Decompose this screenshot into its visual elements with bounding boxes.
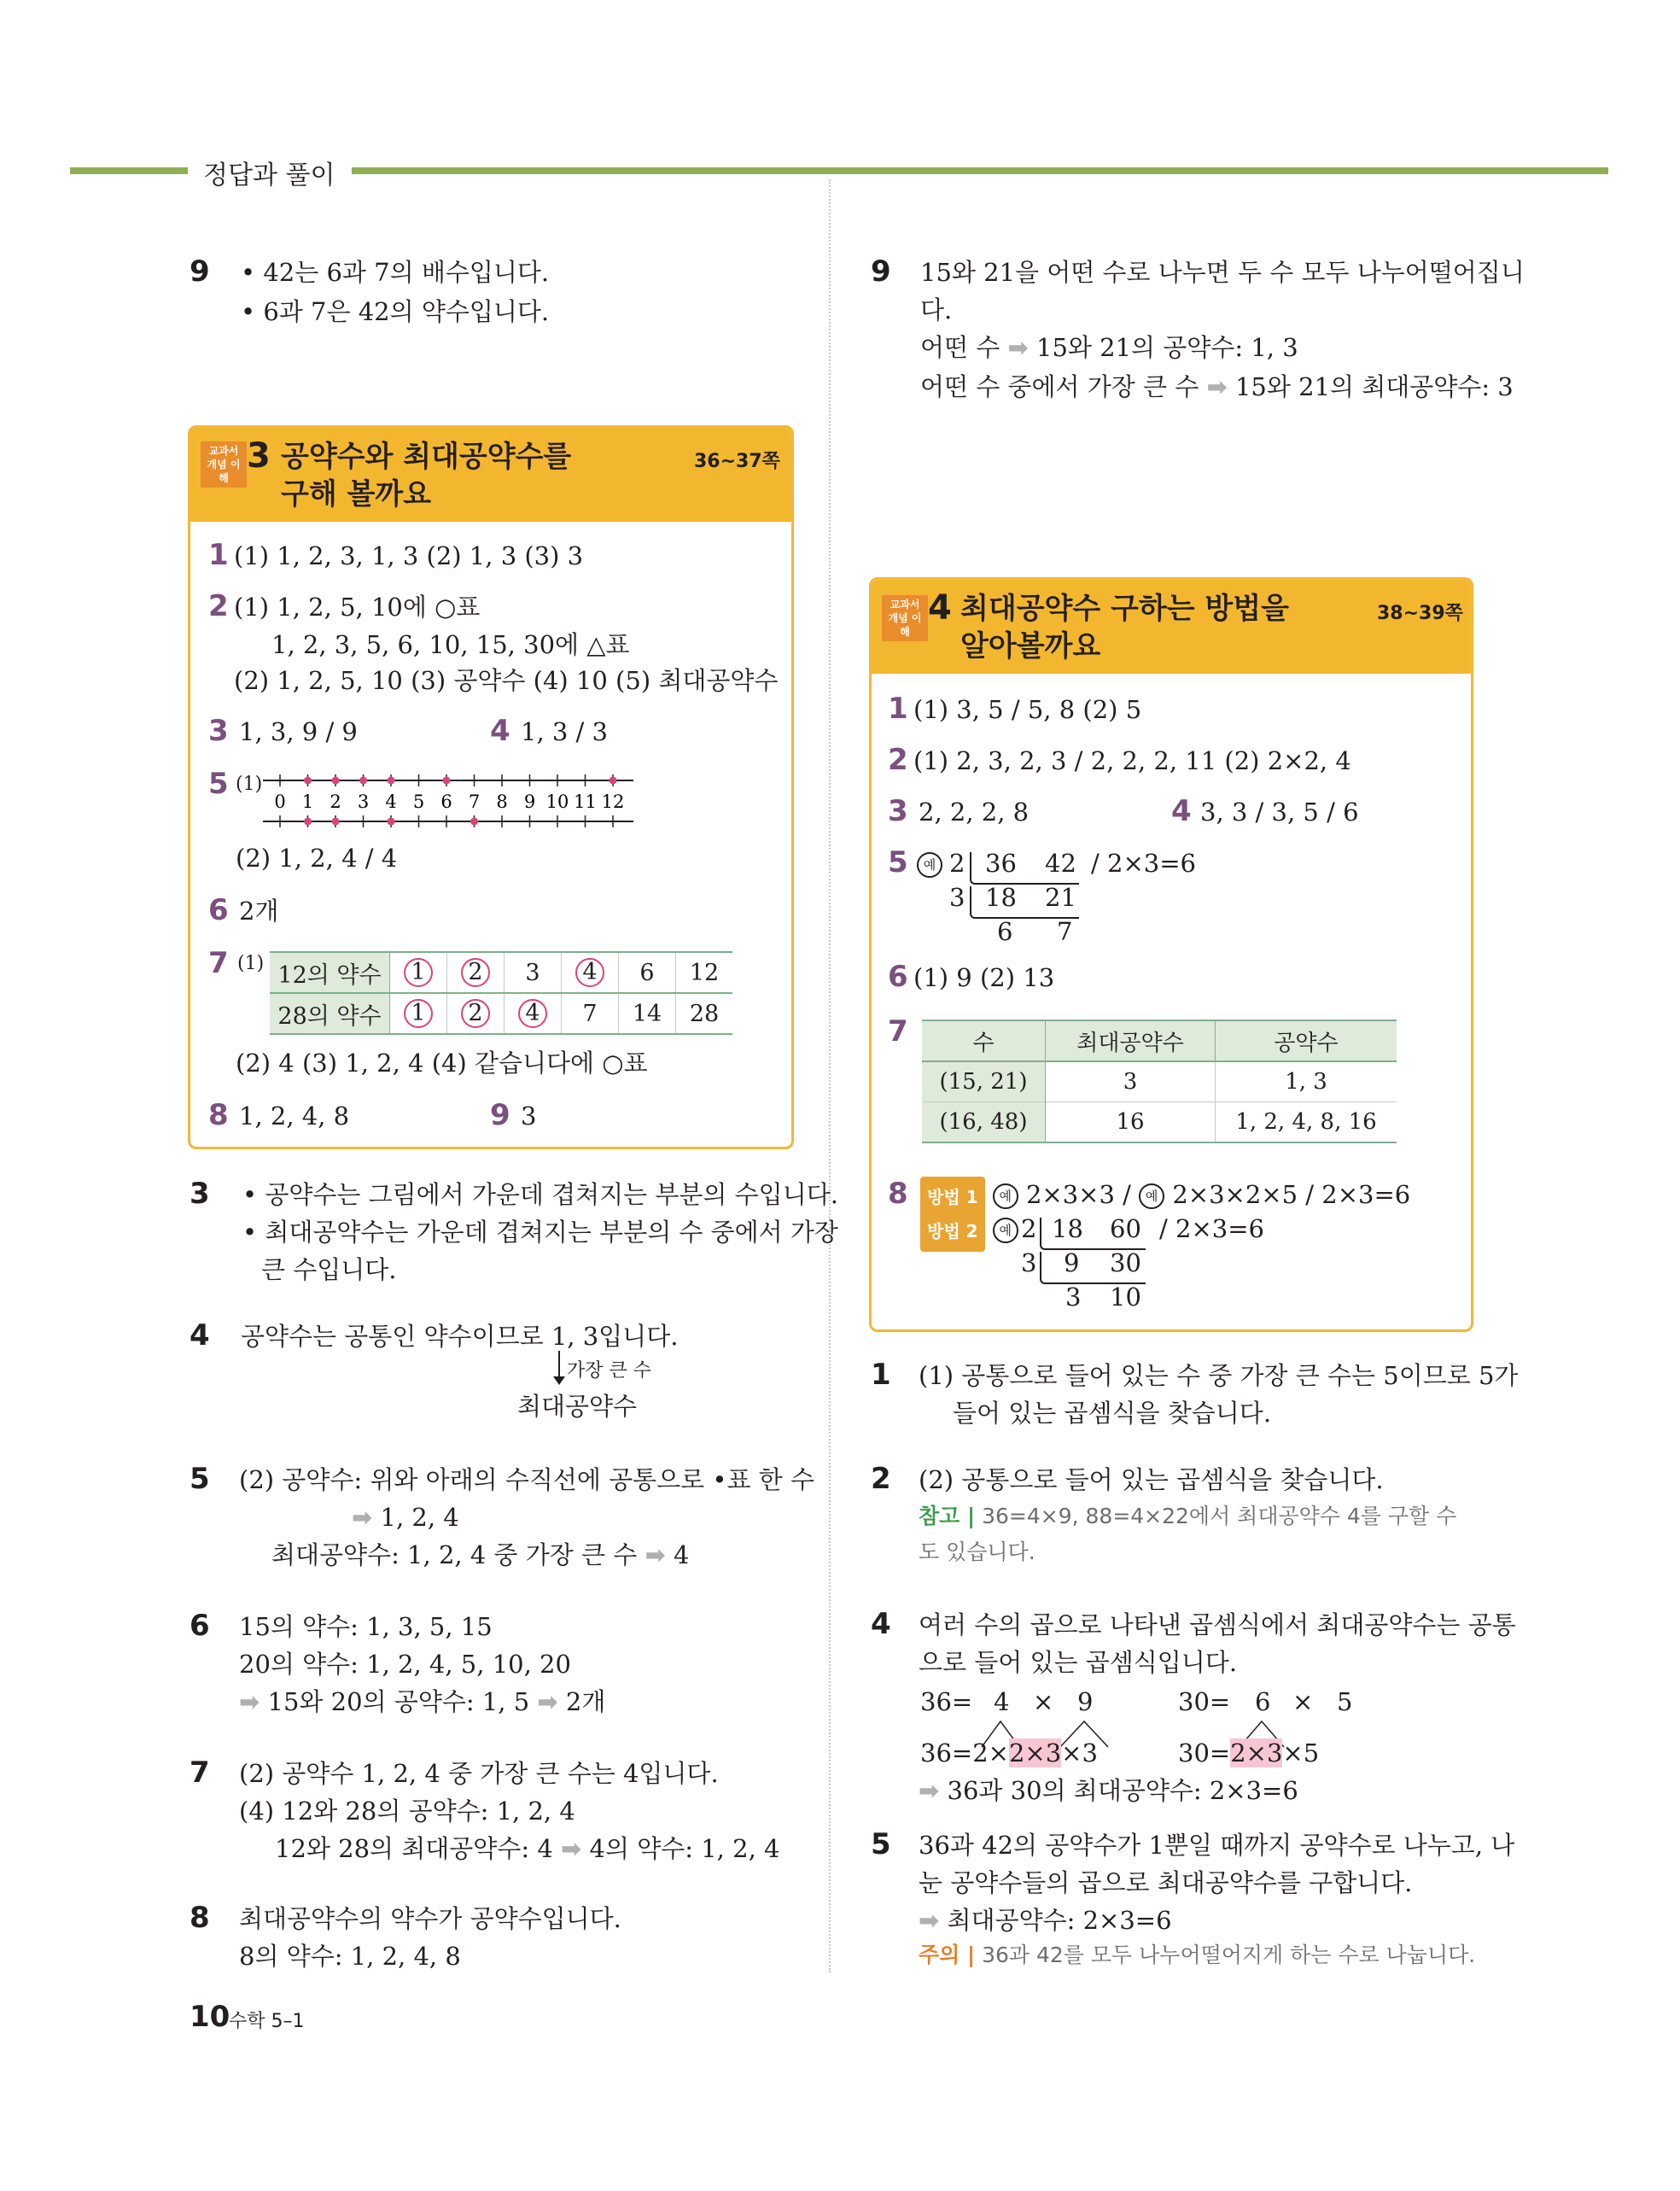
table-row [270,952,732,993]
divisor-dot [304,818,312,826]
divisor-dot [332,777,340,785]
right-e2-note-line2: 도 있습니다. [919,1540,1035,1564]
left-e3-number: 3 [190,1177,210,1211]
left-e6-line3a: 15와 20의 공약수: 1, 5 [267,1687,530,1716]
textbook-tag: 교과서 개념 이해 [882,595,928,641]
b4-a5-divisor1: 2 [949,849,965,878]
b4-a5-n4: 21 [1045,883,1076,912]
right-e5-line2: 눈 공약수들의 곱으로 최대공약수를 구합니다. [919,1868,1413,1897]
table-cell [447,952,505,993]
factor-30-a: 30= [1178,1687,1231,1716]
b4-a8-n6: 10 [1110,1282,1141,1312]
right-e4-line1: 여러 수의 곱으로 나타낸 곱셈식에서 최대공약수는 공통 [919,1610,1516,1639]
tick-label: 6 [440,792,452,812]
b3-a6-number: 6 [208,893,229,927]
box-4-pages: 38~39쪽 [1377,603,1463,624]
tick-label: 0 [274,792,286,812]
b3-a3: 1, 3, 9 / 9 [239,717,358,746]
table-cell: 12의 약수 [270,952,390,993]
left-q9-line1: • 42는 6과 7의 배수입니다. [241,258,550,287]
left-e6-line1: 15의 약수: 1, 3, 5, 15 [239,1612,493,1641]
factor-line-30-a: 30= [1178,1738,1231,1767]
b3-a8-number: 8 [208,1098,229,1132]
b3-a2-line1: (1) 1, 2, 5, 10에 ○표 [234,593,481,622]
b3-a7-rest: (2) 4 (3) 1, 2, 4 (4) 같습니다에 ○표 [236,1049,648,1078]
b3-a5-label: (1) [236,774,263,795]
table-cell: 7 [562,993,619,1034]
tick-label: 8 [496,792,508,812]
left-e7-line3 [275,1829,779,1868]
b3-a5-part2: (2) 1, 2, 4 / 4 [236,844,398,873]
left-e4-note: 가장 큰 수 [567,1360,651,1382]
right-q9-line1: 15와 21을 어떤 수로 나누면 두 수 모두 나누어떨어집니 [920,258,1525,287]
column-divider [829,179,831,1972]
right-q9-line4a: 어떤 수 중에서 가장 큰 수 [920,372,1199,401]
left-e3-line3: 큰 수입니다. [261,1255,397,1284]
left-e5-line2: 1, 2, 4 [380,1503,459,1532]
right-arrow-icon: ➡ [561,1834,582,1863]
footer-subject: 수학 5–1 [229,2011,305,2032]
divisor-dot [304,777,312,785]
right-arrow-icon: ➡ [537,1687,558,1716]
right-e4-number: 4 [871,1607,891,1641]
factor-line-30-c: ×5 [1282,1738,1320,1767]
b4-a2: (1) 2, 3, 2, 3 / 2, 2, 2, 11 (2) 2×2, 4 [913,746,1351,775]
b4-a6: (1) 9 (2) 13 [913,963,1055,992]
divisor-dot [470,818,478,826]
factor-30-b: 6 [1255,1687,1271,1716]
b3-a6: 2개 [239,897,279,926]
tick-label: 5 [412,792,425,812]
left-e6-line3b: 2개 [565,1687,606,1716]
b4-a5-n5: 6 [997,917,1013,946]
example-mark: 예 [993,1218,1018,1243]
table-cell: 14 [619,993,676,1034]
circled-value: 4 [575,958,604,987]
box-4-title-line1: 최대공약수 구하는 방법을 [960,592,1289,626]
right-e4-line2: 으로 들어 있는 곱셈식입니다. [919,1648,1238,1677]
right-q9-line3b: 15와 21의 공약수: 1, 3 [1036,333,1298,362]
b4-a5-n6: 7 [1057,917,1073,946]
b3-a7-label: (1) [237,953,265,974]
b4-a8-divisor2: 3 [1021,1248,1037,1277]
left-q9-line2: • 6과 7은 42의 약수입니다. [241,297,550,326]
method-2-badge: 방법 2 [920,1211,985,1252]
b3-a3-number: 3 [208,714,229,748]
left-e6-line3 [239,1682,605,1721]
table-cell: 6 [619,952,676,993]
right-q9-line3a: 어떤 수 [920,333,1000,362]
left-e5-line3a: 최대공약수: 1, 2, 4 중 가장 큰 수 [271,1540,638,1569]
b4-a8-number: 8 [888,1177,908,1211]
circled-value: 1 [404,999,433,1028]
table-cell: 12 [689,959,720,986]
b3-a2-line2: 1, 2, 3, 5, 6, 10, 15, 30에 △표 [271,630,630,659]
right-arrow-icon: ➡ [919,1776,940,1805]
down-arrow-head-icon [553,1376,565,1385]
left-e7-line3a: 12와 28의 최대공약수: 4 [275,1834,553,1863]
common-factor-highlight: 2×3 [1008,1738,1062,1767]
tick-label: 4 [385,792,397,812]
right-arrow-icon: ➡ [645,1540,666,1569]
right-e4-result [919,1771,1298,1810]
factor-line-30 [1178,1733,1319,1773]
table-cell: 3 [505,952,562,993]
left-e5-line2-wrap [352,1498,459,1537]
b4-a5-result: / 2×3=6 [1091,849,1196,878]
left-e7-line2: (4) 12와 28의 공약수: 1, 2, 4 [239,1797,575,1826]
divisor-table [270,951,732,1035]
circled-value: 1 [404,958,433,987]
b4-a8-n3: 9 [1064,1248,1080,1277]
table-cell: 1, 2, 4, 8, 16 [1235,1109,1377,1135]
right-q9-number: 9 [871,254,891,289]
b4-a3: 2, 2, 2, 8 [919,798,1030,827]
b4-a5-n2: 42 [1045,849,1076,878]
b4-a8-n5: 3 [1065,1282,1082,1312]
right-e5-note [919,1938,1475,1972]
method-1-text2: 2×3×2×5 / 2×3=6 [1172,1180,1411,1209]
left-e6-line2: 20의 약수: 1, 2, 4, 5, 10, 20 [239,1650,571,1679]
table-cell [447,993,505,1034]
b4-a5-divisor2: 3 [949,883,965,912]
factor-line-36-a: 36=2× [920,1738,1009,1767]
right-e5-line3-text: 최대공약수: 2×3=6 [947,1906,1172,1935]
b4-a8-n1: 18 [1052,1214,1083,1243]
right-e5-number: 5 [871,1827,891,1861]
b4-a1-number: 1 [888,692,908,726]
right-e2-line1: (2) 공통으로 들어 있는 곱셈식을 찾습니다. [919,1465,1384,1494]
b4-a5-n3: 18 [985,883,1017,912]
circled-value: 2 [461,999,490,1028]
box-4-title-line2: 알아볼까요 [960,629,1101,663]
right-e5-line3 [919,1901,1172,1940]
tick-label: 11 [574,792,597,812]
b4-a2-number: 2 [888,743,908,777]
tick-label: 2 [330,792,341,812]
b3-a4-number: 4 [490,714,510,748]
b4-a8-method2 [920,1209,1018,1252]
gcd-table [922,1020,1397,1143]
factor-30-d: 5 [1337,1687,1353,1716]
example-mark: 예 [917,852,942,878]
factor-30-c: × [1292,1687,1314,1716]
right-arrow-icon: ➡ [919,1906,940,1935]
note-label: 참고 | [919,1504,976,1528]
left-e8-line1: 최대공약수의 약수가 공약수입니다. [239,1904,621,1933]
left-e7-line3b: 4의 약수: 1, 2, 4 [589,1834,780,1863]
circled-value: 2 [461,958,490,987]
method-1-text: 2×3×3 / [1025,1180,1140,1209]
table-cell [390,993,447,1034]
box-4-number: 4 [928,588,952,628]
left-e4-number: 4 [190,1318,210,1353]
tick-label: 7 [468,792,481,812]
table-cell [390,952,447,993]
right-q9-line3 [920,328,1298,367]
header-rule-left [70,167,188,174]
b4-a5-number: 5 [888,845,908,879]
right-e1-number: 1 [871,1358,891,1392]
right-arrow-icon: ➡ [352,1503,373,1532]
b4-a6-number: 6 [888,960,908,994]
left-e7-number: 7 [190,1756,210,1790]
table-row [270,993,732,1034]
table-header-cell: 공약수 [1274,1030,1339,1056]
b3-a9-number: 9 [490,1098,510,1132]
table-cell: 3 [1046,1061,1216,1102]
b4-a5-example [917,844,942,883]
box-3-title-line2: 구해 볼까요 [281,477,432,511]
b3-a5-number: 5 [208,767,229,801]
b4-a8-result: / 2×3=6 [1159,1214,1264,1243]
table-cell: 1, 3 [1285,1069,1327,1095]
left-e5-line3b: 4 [673,1540,690,1569]
table-cell: 28의 약수 [270,993,390,1034]
b4-a3-number: 3 [888,794,908,828]
b4-a8-divisor1: 2 [1021,1214,1037,1243]
b3-a2-line3: (2) 1, 2, 5, 10 (3) 공약수 (4) 10 (5) 최대공약수 [234,666,779,695]
b3-a2-number: 2 [208,589,229,623]
table-row [922,1020,1397,1061]
left-e5-line3 [271,1535,689,1575]
tick-label: 12 [601,792,625,812]
left-e5-number: 5 [190,1462,210,1496]
footer-page-number: 10 [190,2000,230,2034]
box-3-number: 3 [247,436,271,476]
textbook-tag: 교과서 개념 이해 [201,441,247,488]
factor-line-36 [920,1733,1098,1773]
right-e5-note-text: 36과 42를 모두 나누어떨어지게 하는 수로 나눕니다. [982,1943,1476,1967]
method-1-badge: 방법 1 [920,1177,985,1218]
example-mark: 예 [1139,1183,1164,1209]
right-arrow-icon: ➡ [1206,372,1228,401]
divisor-dot [359,777,367,785]
b3-a7-number: 7 [208,946,229,980]
right-e2-number: 2 [871,1462,891,1496]
right-e1-line2: 들어 있는 곱셈식을 찾습니다. [953,1399,1272,1428]
divisor-dot [388,777,395,785]
left-e3-line2: • 최대공약수는 가운데 겹쳐지는 부분의 수 중에서 가장 [242,1218,838,1247]
b4-a5-n1: 36 [985,849,1017,878]
factor-36-d: 9 [1077,1687,1094,1716]
table-header-cell: 수 [922,1020,1046,1061]
left-e6-number: 6 [190,1609,210,1643]
right-q9-line4b: 15와 21의 최대공약수: 3 [1234,372,1514,401]
b3-a4: 1, 3 / 3 [521,717,608,746]
right-arrow-icon: ➡ [239,1687,260,1716]
table-cell: 16 [1046,1102,1216,1143]
divisor-dot [443,777,451,785]
table-header-cell: 최대공약수 [1046,1020,1216,1061]
circled-value: 4 [518,999,547,1028]
number-line-figure [261,762,640,847]
left-q9-number: 9 [190,254,210,289]
table-cell [505,993,562,1034]
b3-a9: 3 [521,1101,537,1131]
tick-label: 1 [301,792,314,812]
factor-36-b: 4 [994,1687,1010,1716]
right-e4-result-text: 36과 30의 최대공약수: 2×3=6 [947,1776,1298,1805]
right-arrow-icon: ➡ [1007,333,1029,362]
box-3-pages: 36~37쪽 [694,451,780,472]
common-factor-highlight: 2×3 [1230,1738,1283,1767]
table-row [922,1061,1397,1102]
left-e8-line2: 8의 약수: 1, 2, 4, 8 [239,1942,461,1971]
table-row [922,1102,1397,1143]
tick-label: 9 [523,792,536,812]
left-e3-line1: • 공약수는 그림에서 가운데 겹쳐지는 부분의 수입니다. [242,1180,838,1209]
header-rule-right [352,167,1608,174]
table-cell: 28 [689,1000,720,1027]
box-3-title-line1: 공약수와 최대공약수를 [281,440,572,474]
right-e2-note [919,1499,1456,1534]
b3-a8: 1, 2, 4, 8 [239,1101,350,1131]
b4-a8-n2: 60 [1110,1214,1141,1243]
right-q9-line4 [920,367,1514,406]
table-cell [562,952,619,993]
left-e8-number: 8 [190,1901,210,1935]
example-mark: 예 [993,1183,1018,1209]
left-e4-line1: 공약수는 공통인 약수이므로 1, 3입니다. [241,1322,679,1351]
divisor-dot [388,818,395,826]
b3-a1: (1) 1, 2, 3, 1, 3 (2) 1, 3 (3) 3 [234,541,584,570]
b4-a7-number: 7 [888,1014,908,1049]
table-cell: (16, 48) [922,1102,1046,1143]
factor-36-c: × [1033,1687,1054,1716]
caution-label: 주의 | [919,1943,976,1967]
b3-a1-number: 1 [208,538,229,572]
b4-a4: 3, 3 / 3, 5 / 6 [1200,798,1359,827]
b4-a4-number: 4 [1171,794,1192,828]
table-cell: (15, 21) [922,1061,1046,1102]
left-e5-line1: (2) 공약수: 위와 아래의 수직선에 공통으로 •표 한 수 [239,1465,814,1494]
left-e7-line1: (2) 공약수 1, 2, 4 중 가장 큰 수는 4입니다. [239,1759,719,1788]
tick-label: 3 [357,792,370,812]
page-header-title: 정답과 풀이 [203,161,335,190]
tick-label: 10 [545,792,569,812]
right-q9-line2: 다. [920,295,953,324]
right-e5-line1: 36과 42의 공약수가 1뿐일 때까지 공약수로 나누고, 나 [919,1831,1515,1860]
right-e1-line1: (1) 공통으로 들어 있는 수 중 가장 큰 수는 5이므로 5가 [919,1361,1519,1390]
factor-36-a: 36= [920,1687,973,1716]
b4-a8-n4: 30 [1110,1248,1141,1277]
left-e4-line2: 최대공약수 [517,1392,638,1421]
divisor-dot [610,777,617,785]
right-e2-note-line1: 36=4×9, 88=4×22에서 최대공약수 4를 구할 수 [982,1504,1457,1528]
b4-a1: (1) 3, 5 / 5, 8 (2) 5 [913,695,1142,724]
divisor-dot [332,818,340,826]
factor-line-36-c: ×3 [1061,1738,1098,1767]
